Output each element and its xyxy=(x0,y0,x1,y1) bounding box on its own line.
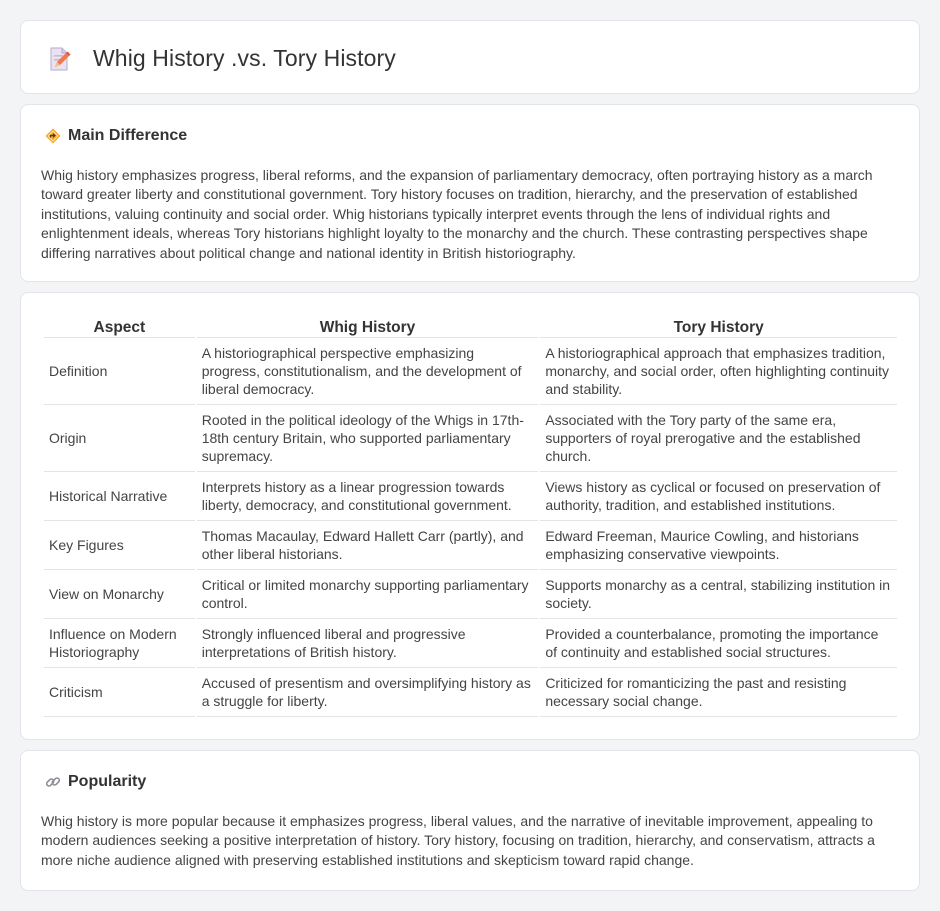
row-tory: A historiographical approach that emphasizes tradition, monarchy, and social order, often highlighting continuity and stability. xyxy=(540,338,897,405)
table-row xyxy=(44,338,897,405)
column-header-aspect: Aspect xyxy=(44,315,195,338)
diamond-sign-icon xyxy=(45,128,61,144)
header-card xyxy=(20,20,920,94)
popularity-heading-row xyxy=(45,773,146,791)
row-tory: Associated with the Tory party of the same era, supporters of royal prerogative and the established church. xyxy=(540,405,897,472)
popularity-card xyxy=(20,750,920,891)
main-difference-heading-row xyxy=(45,127,187,145)
table-row xyxy=(44,619,897,668)
comparison-table xyxy=(42,315,899,717)
row-aspect: Influence on Modern Historiography xyxy=(44,619,195,668)
row-whig: Interprets history as a linear progression towards liberty, democracy, and constitutional government. xyxy=(197,472,539,521)
title-row xyxy=(47,45,396,72)
row-tory: Criticized for romanticizing the past and resisting necessary social change. xyxy=(540,668,897,717)
row-aspect: Historical Narrative xyxy=(44,472,195,521)
main-difference-text: Whig history emphasizes progress, liberal reforms, and the expansion of parliamentary democracy, often portraying history as a march toward greater liberty and constitutional government. Tory history focuses on tradition, hierarchy, and the preservation of established institutions, valuing continuity and social order. Whig historians typically interpret events through the lens of individual rights and enlightenment ideals, whereas Tory historians highlight loyalty to the monarchy and the church. These contrasting perspectives shape differing narratives about political change and national identity in British historiography. xyxy=(41,167,873,261)
column-header-whig: Whig History xyxy=(197,315,539,338)
table-header-row xyxy=(44,315,897,338)
row-aspect: Key Figures xyxy=(44,521,195,570)
row-whig: Critical or limited monarchy supporting parliamentary control. xyxy=(197,570,539,619)
table-row xyxy=(44,570,897,619)
row-tory: Views history as cyclical or focused on preservation of authority, tradition, and established institutions. xyxy=(540,472,897,521)
table-row xyxy=(44,405,897,472)
row-tory: Supports monarchy as a central, stabilizing institution in society. xyxy=(540,570,897,619)
page-title: Whig History .vs. Tory History xyxy=(93,45,396,71)
main-difference-heading: Main Difference xyxy=(68,127,188,144)
row-whig: Rooted in the political ideology of the Whigs in 17th-18th century Britain, who supported parliamentary supremacy. xyxy=(197,405,539,472)
table-row xyxy=(44,668,897,717)
popularity-text: Whig history is more popular because it emphasizes progress, liberal values, and the narrative of inevitable improvement, appealing to modern audiences seeking a positive interpretation of history. Tory history, focusing on tradition, hierarchy, and conservatism, attracts a more niche audience aligned with preserving established institutions and skepticism toward rapid change. xyxy=(41,813,875,868)
row-aspect: Criticism xyxy=(44,668,195,717)
link-icon xyxy=(45,774,61,790)
row-whig: Thomas Macaulay, Edward Hallett Carr (partly), and other liberal historians. xyxy=(197,521,539,570)
row-whig: Accused of presentism and oversimplifying history as a struggle for liberty. xyxy=(197,668,539,717)
row-aspect: Origin xyxy=(44,405,195,472)
row-whig: Strongly influenced liberal and progressive interpretations of British history. xyxy=(197,619,539,668)
column-header-tory: Tory History xyxy=(540,315,897,338)
comparison-card xyxy=(20,292,920,740)
row-whig: A historiographical perspective emphasizing progress, constitutionalism, and the development of liberal democracy. xyxy=(197,338,539,405)
main-difference-card xyxy=(20,104,920,282)
popularity-heading: Popularity xyxy=(68,773,147,790)
row-tory: Provided a counterbalance, promoting the importance of continuity and established social structures. xyxy=(540,619,897,668)
row-aspect: View on Monarchy xyxy=(44,570,195,619)
table-row xyxy=(44,472,897,521)
table-row xyxy=(44,521,897,570)
edit-document-icon xyxy=(47,46,71,72)
row-aspect: Definition xyxy=(44,338,195,405)
row-tory: Edward Freeman, Maurice Cowling, and historians emphasizing conservative viewpoints. xyxy=(540,521,897,570)
